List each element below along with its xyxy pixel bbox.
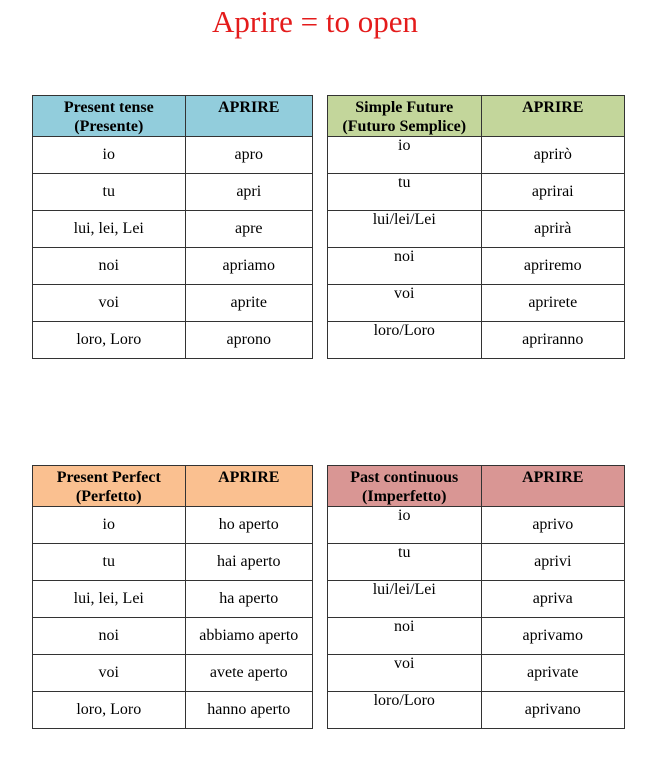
table-row xyxy=(33,507,313,544)
pronoun-cell: io xyxy=(33,507,186,544)
pronoun-cell: tu xyxy=(328,174,482,211)
table-row xyxy=(33,285,313,322)
present-tense-header-line2: (Presente) xyxy=(74,118,144,135)
verb-form-cell: apri xyxy=(185,174,312,211)
table-row xyxy=(328,248,625,285)
table-row xyxy=(328,581,625,618)
table-row xyxy=(328,544,625,581)
verb-form-cell: aprivamo xyxy=(481,618,624,655)
pronoun-cell: lui, lei, Lei xyxy=(33,211,186,248)
pronoun-cell: voi xyxy=(328,285,482,322)
imperfect-tense-header xyxy=(328,466,482,507)
pronoun-cell: noi xyxy=(328,618,482,655)
table-row xyxy=(33,544,313,581)
verb-form-cell: avete aperto xyxy=(185,655,312,692)
table-row xyxy=(33,692,313,729)
present-header-row xyxy=(33,96,313,137)
pronoun-cell: io xyxy=(33,137,186,174)
pronoun-cell: noi xyxy=(33,248,186,285)
table-row xyxy=(328,174,625,211)
verb-form-cell: apriremo xyxy=(481,248,624,285)
verb-form-cell: apriva xyxy=(481,581,624,618)
verb-form-cell: aprivo xyxy=(481,507,624,544)
verb-form-cell: apre xyxy=(185,211,312,248)
future-tense-header xyxy=(328,96,482,137)
imperfect-tense-header-line1: Past continuous xyxy=(350,469,459,486)
pronoun-cell: io xyxy=(328,507,482,544)
verb-form-cell: aprono xyxy=(185,322,312,359)
table-row xyxy=(33,322,313,359)
pronoun-cell: tu xyxy=(33,174,186,211)
table-row xyxy=(328,692,625,729)
perfect-header-row xyxy=(33,466,313,507)
table-row xyxy=(33,618,313,655)
perfect-tense-header xyxy=(33,466,186,507)
table-row xyxy=(328,322,625,359)
imperfect-tense-header-line2: (Imperfetto) xyxy=(362,488,447,505)
pronoun-cell: voi xyxy=(33,655,186,692)
present-tense-table xyxy=(32,95,313,359)
perfect-tense-header-line2: (Perfetto) xyxy=(75,488,142,505)
perfect-verb-header: APRIRE xyxy=(185,466,312,507)
present-tense-header-line1: Present tense xyxy=(63,99,154,116)
page-title: Aprire = to open xyxy=(211,4,418,39)
pronoun-cell: lui/lei/Lei xyxy=(328,581,482,618)
future-verb-header: APRIRE xyxy=(481,96,624,137)
verb-form-cell: aprirai xyxy=(481,174,624,211)
future-tense-header-line2: (Futuro Semplice) xyxy=(342,118,467,135)
table-row xyxy=(328,507,625,544)
imperfect-header-row xyxy=(328,466,625,507)
future-tense-header-line1: Simple Future xyxy=(355,99,454,116)
table-row xyxy=(33,581,313,618)
table-row xyxy=(328,655,625,692)
table-row xyxy=(328,285,625,322)
verb-form-cell: aprirò xyxy=(481,137,624,174)
verb-form-cell: abbiamo aperto xyxy=(185,618,312,655)
verb-form-cell: hanno aperto xyxy=(185,692,312,729)
future-tense-table xyxy=(327,95,625,359)
present-tense-header xyxy=(33,96,186,137)
verb-form-cell: hai aperto xyxy=(185,544,312,581)
table-row xyxy=(33,211,313,248)
pronoun-cell: loro, Loro xyxy=(33,322,186,359)
imperfect-tense-table xyxy=(327,465,625,729)
pronoun-cell: loro/Loro xyxy=(328,692,482,729)
verb-form-cell: ho aperto xyxy=(185,507,312,544)
pronoun-cell: voi xyxy=(33,285,186,322)
verb-form-cell: aprivi xyxy=(481,544,624,581)
pronoun-cell: voi xyxy=(328,655,482,692)
pronoun-cell: loro, Loro xyxy=(33,692,186,729)
verb-form-cell: aprivate xyxy=(481,655,624,692)
table-row xyxy=(328,618,625,655)
verb-form-cell: ha aperto xyxy=(185,581,312,618)
verb-form-cell: aprivano xyxy=(481,692,624,729)
pronoun-cell: loro/Loro xyxy=(328,322,482,359)
verb-form-cell: apro xyxy=(185,137,312,174)
future-header-row xyxy=(328,96,625,137)
pronoun-cell: lui/lei/Lei xyxy=(328,211,482,248)
pronoun-cell: tu xyxy=(328,544,482,581)
table-row xyxy=(328,137,625,174)
verb-form-cell: aprirà xyxy=(481,211,624,248)
pronoun-cell: tu xyxy=(33,544,186,581)
table-row xyxy=(33,248,313,285)
perfect-tense-table xyxy=(32,465,313,729)
table-row xyxy=(33,655,313,692)
verb-form-cell: aprite xyxy=(185,285,312,322)
perfect-tense-header-line1: Present Perfect xyxy=(56,469,161,486)
pronoun-cell: lui, lei, Lei xyxy=(33,581,186,618)
present-verb-header: APRIRE xyxy=(185,96,312,137)
table-row xyxy=(328,211,625,248)
verb-form-cell: aprirete xyxy=(481,285,624,322)
verb-form-cell: apriamo xyxy=(185,248,312,285)
table-row xyxy=(33,174,313,211)
pronoun-cell: io xyxy=(328,137,482,174)
imperfect-verb-header: APRIRE xyxy=(481,466,624,507)
pronoun-cell: noi xyxy=(328,248,482,285)
verb-form-cell: apriranno xyxy=(481,322,624,359)
table-row xyxy=(33,137,313,174)
pronoun-cell: noi xyxy=(33,618,186,655)
